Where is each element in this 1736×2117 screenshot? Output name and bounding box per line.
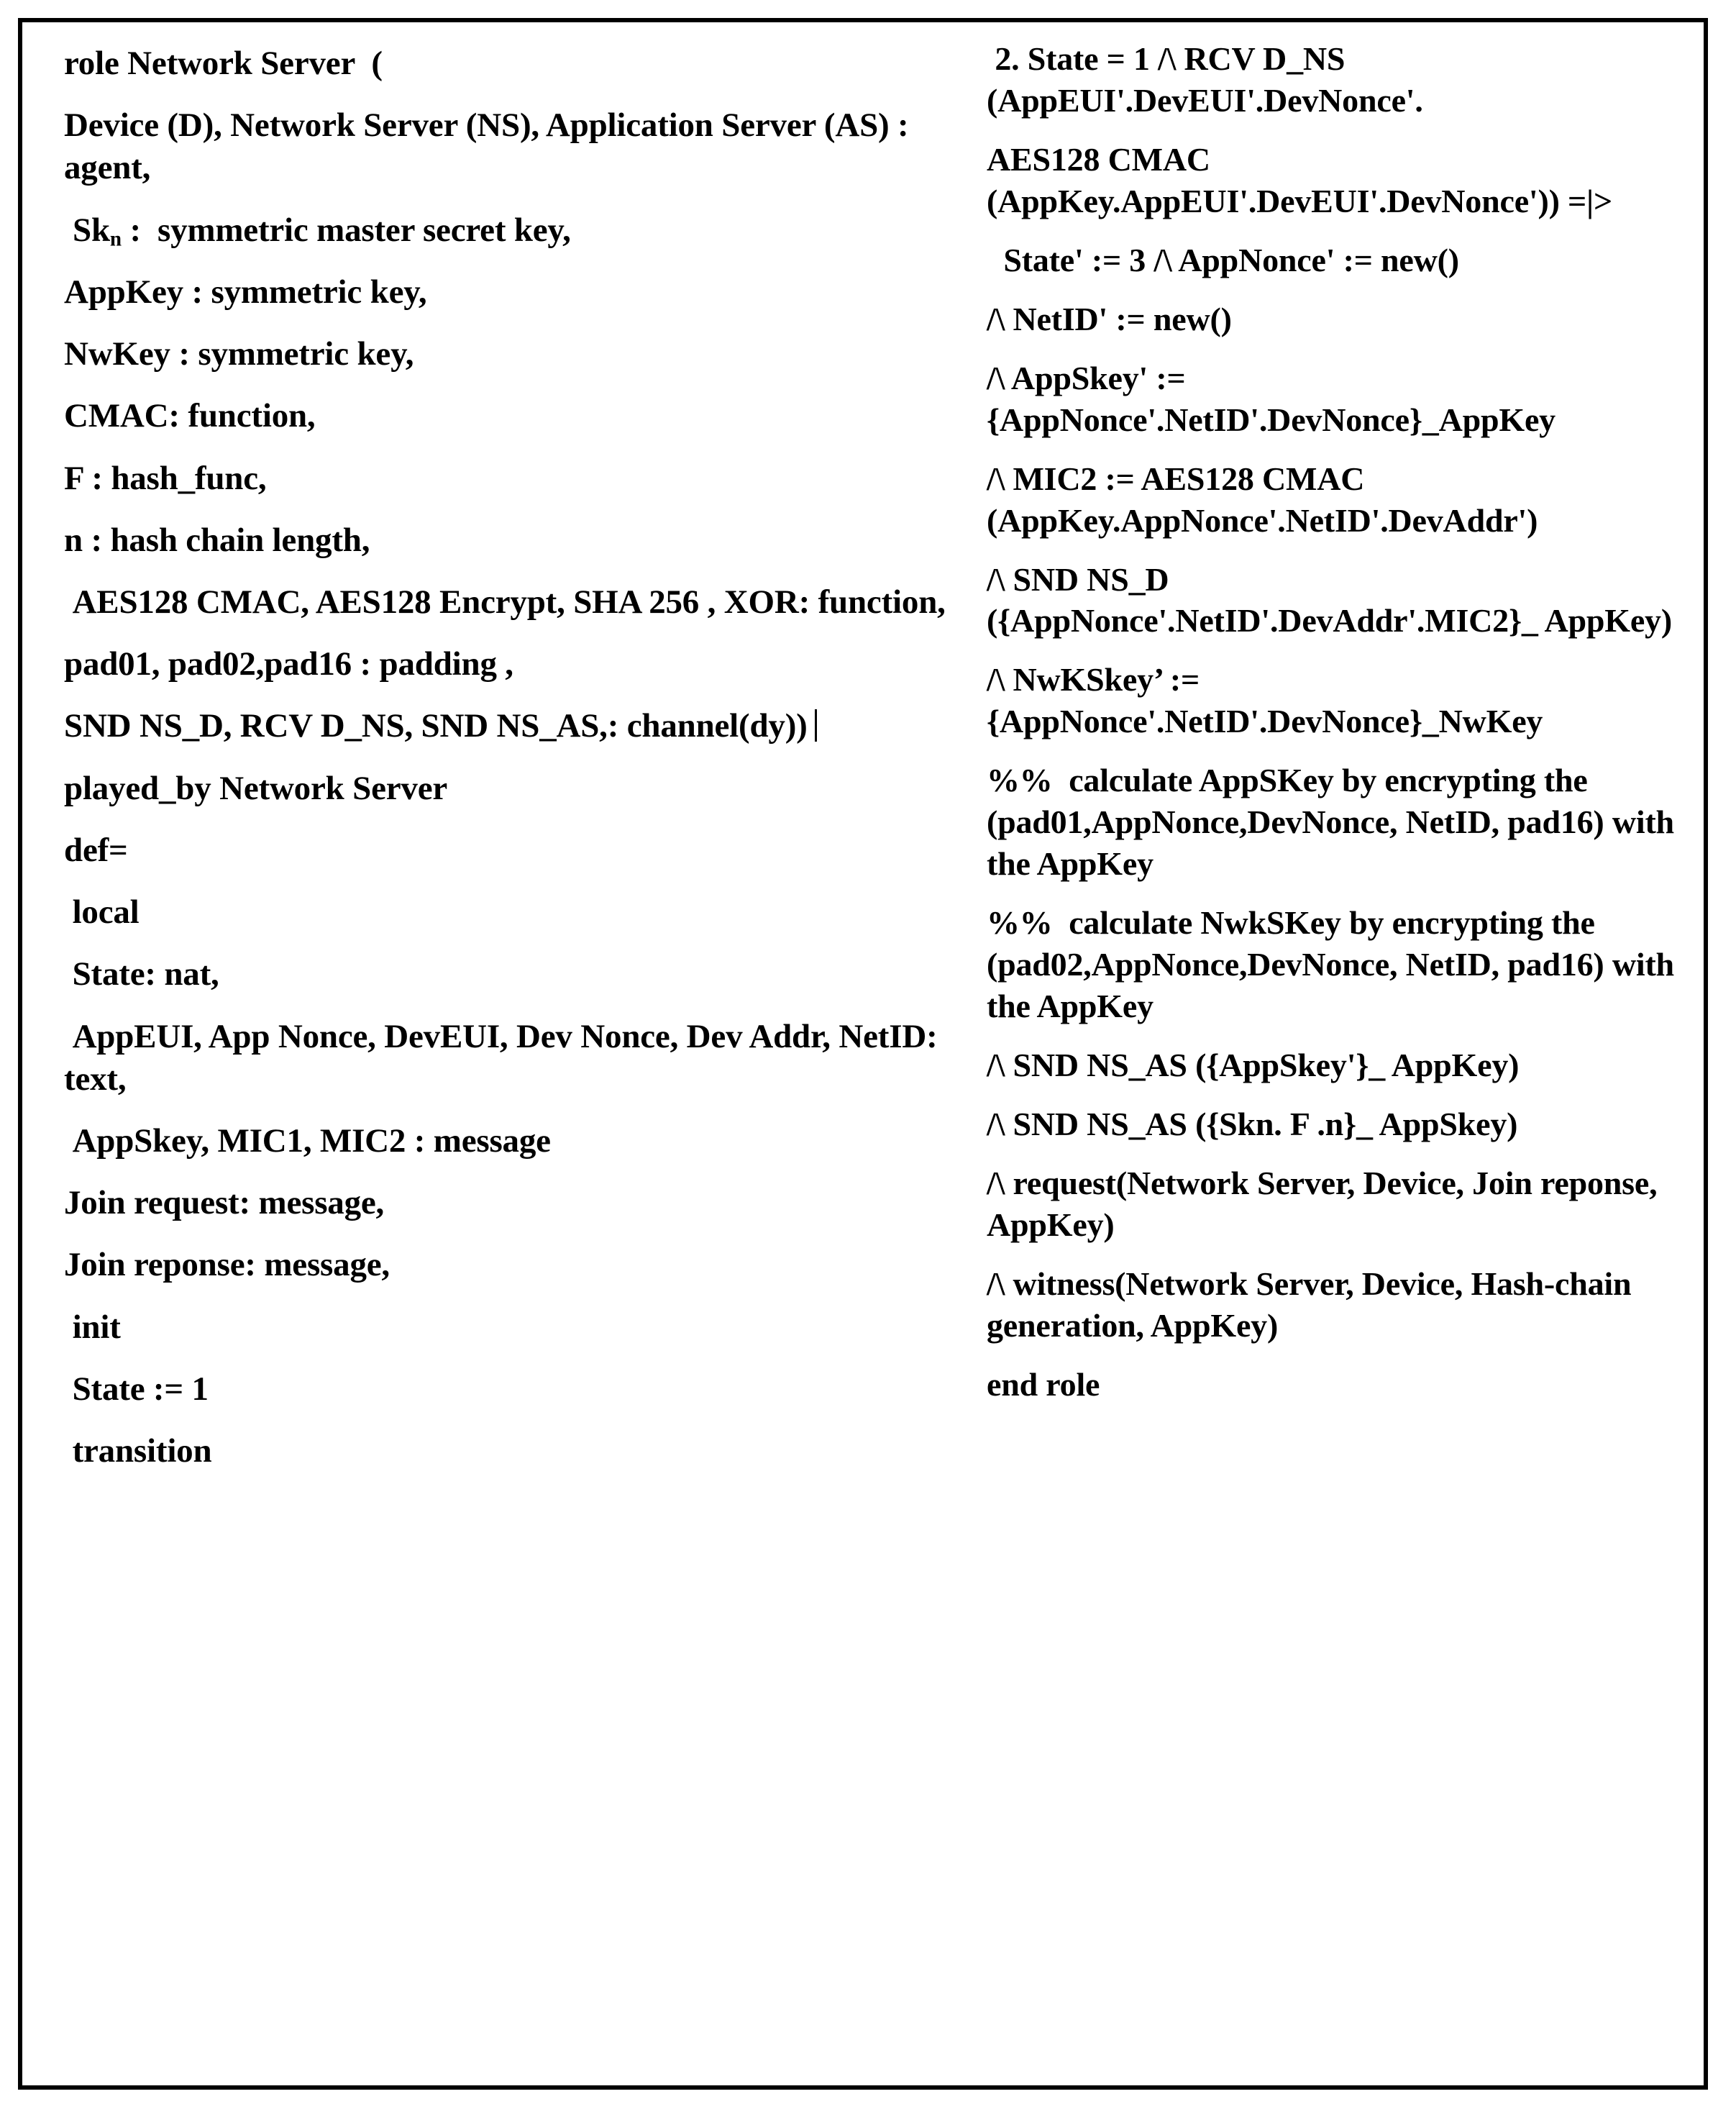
code-line-snd-ns-d: /\ SND NS_D ({AppNonce'.NetID'.DevAddr'.MIC2}_ AppKey) [987,560,1672,639]
code-line-appkey-decl: AppKey : symmetric key, [64,273,427,311]
code-line-def-keyword: def= [64,831,128,869]
code-line-played-by: played_by Network Server [64,769,448,807]
code-line-netid-assign: /\ NetID' := new() [987,300,1232,337]
code-line-snd-ns-as-skn: /\ SND NS_AS ({Skn. F .n}_ AppSkey) [987,1106,1518,1143]
right-code-column[interactable] [968,22,1704,2085]
code-line-init-keyword: init [64,1308,121,1346]
left-code-column[interactable] [22,22,968,2085]
code-line-transition-2-cmac: AES128 CMAC (AppKey.AppEUI'.DevEUI'.DevNonce')) =|> [987,140,1612,219]
code-line-agents-decl: Device (D), Network Server (NS), Application Server (AS) : agent, [64,106,918,187]
code-line-cmac-decl: CMAC: function, [64,397,316,435]
skn-symbol: Sk [73,211,110,249]
text-cursor [815,709,817,742]
code-line-state-decl: State: nat, [64,955,219,993]
skn-subscript: n [109,227,122,251]
code-line-nwkey-decl: NwKey : symmetric key, [64,335,414,373]
code-line-skn-decl [64,209,946,252]
code-line-channels-decl [64,705,946,747]
code-line-join-response-decl: Join reponse: message, [64,1246,390,1284]
code-line-state-appnonce-assign: State' := 3 /\ AppNonce' := new() [995,241,1459,278]
code-listing-frame [18,18,1708,2090]
code-line-f-decl: F : hash_func, [64,459,267,497]
code-comment-appskey: %% calculate AppSKey by encrypting the (pad01,AppNonce,DevNonce, NetID, pad16) with the AppKey [987,762,1683,883]
code-line-state-init: State := 1 [64,1370,209,1408]
channels-decl-text: SND NS_D, RCV D_NS, SND NS_AS,: channel(dy)) [64,707,808,745]
code-line-crypto-funcs-decl: AES128 CMAC, AES128 Encrypt, SHA 256 , XOR: function, [64,583,946,621]
code-line-end-role: end role [987,1365,1100,1403]
code-line-transition-keyword: transition [64,1432,212,1470]
code-line-message-vars-decl: AppSkey, MIC1, MIC2 : message [64,1121,551,1160]
code-line-snd-ns-as-appskey: /\ SND NS_AS ({AppSkey'}_ AppKey) [987,1047,1520,1084]
code-line-padding-decl: pad01, pad02,pad16 : padding , [64,645,513,683]
code-line-transition-2-guard: 2. State = 1 /\ RCV D_NS (AppEUI'.DevEUI'.DevNonce'. [987,40,1423,119]
code-line-role-header: role Network Server ( [64,45,383,82]
code-line-n-decl: n : hash chain length, [64,521,370,559]
code-line-text-vars-decl: AppEUI, App Nonce, DevEUI, Dev Nonce, Dev Addr, NetID: text, [64,1017,946,1098]
code-line-appskey-assign: /\ AppSkey' := {AppNonce'.NetID'.DevNonce}_AppKey [987,359,1555,438]
code-line-request-goal: /\ request(Network Server, Device, Join reponse, AppKey) [987,1164,1664,1243]
code-line-mic2-assign: /\ MIC2 := AES128 CMAC (AppKey.AppNonce'.NetID'.DevAddr') [987,460,1538,539]
code-line-join-request-decl: Join request: message, [64,1184,385,1222]
code-line-witness-goal: /\ witness(Network Server, Device, Hash-chain generation, AppKey) [987,1265,1640,1344]
code-line-local-keyword: local [64,893,140,932]
skn-type: : symmetric master secret key, [121,211,571,249]
code-line-nwkskey-assign: /\ NwKSkey’ := {AppNonce'.NetID'.DevNonce}_NwKey [987,661,1543,740]
code-listing-body [22,22,1704,2085]
code-comment-nwkskey: %% calculate NwkSKey by encrypting the (pad02,AppNonce,DevNonce, NetID, pad16) with the AppKey [987,904,1683,1025]
